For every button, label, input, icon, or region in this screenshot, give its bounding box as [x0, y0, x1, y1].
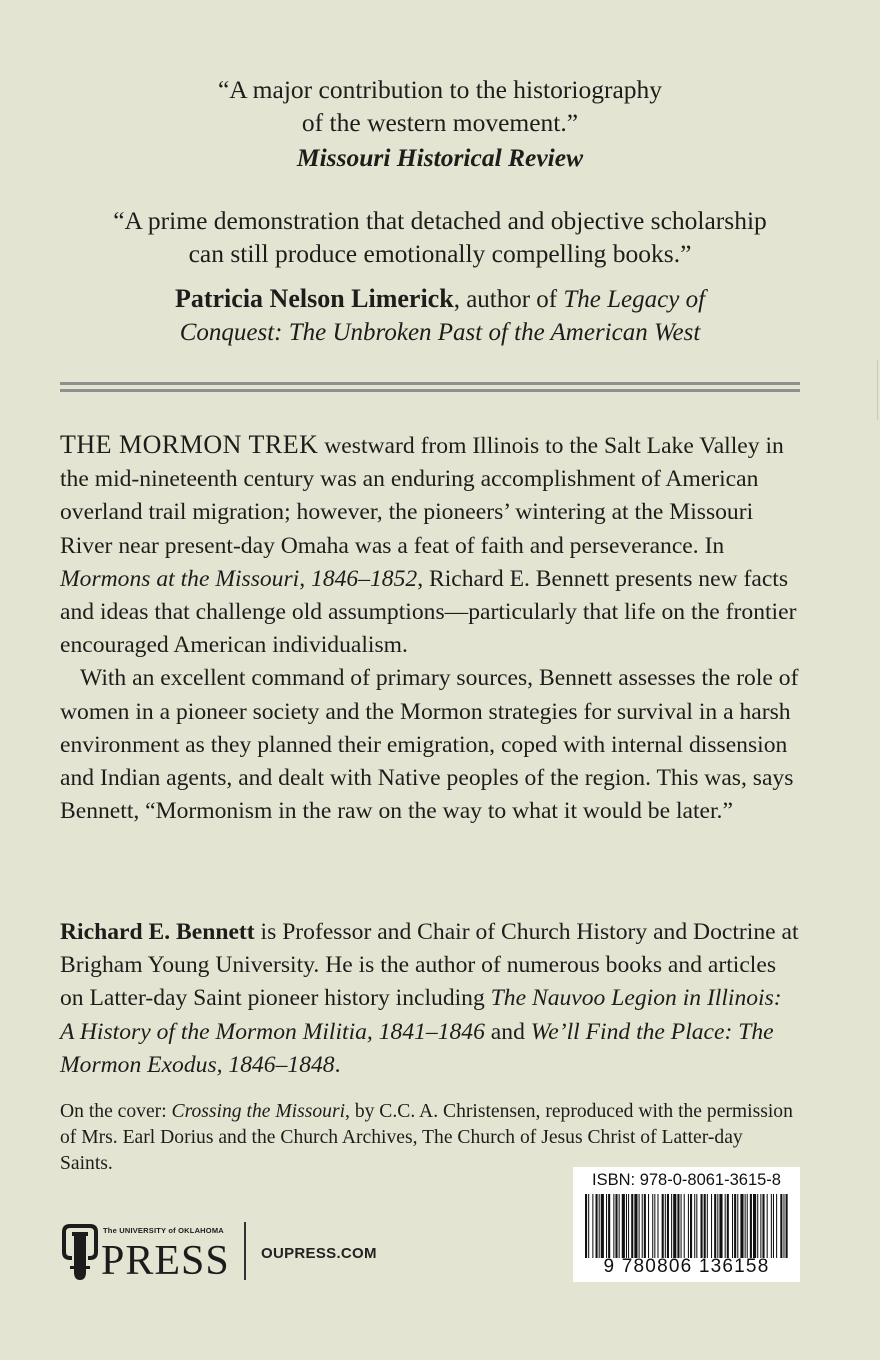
quote-1: [0, 73, 880, 174]
quote-2-line-2: can still produce emotionally compelling books.”: [188, 239, 692, 268]
quote-1-line-1: “A major contribution to the historiography: [217, 75, 663, 104]
description-paragraph-2: With an excellent command of primary sources, Bennett assesses the role of women in a pioneer society and the Mormon strategies for survival in a harsh environment as they planned their emigration, coped with internal dissension and Indian agents, and dealt with Native peoples of the region. This was, says Bennett, “Mormonism in the raw on the way to what it would be later.”: [60, 665, 799, 825]
description-p1-text-b: , Richard E. Bennett presents new facts and ideas that challenge old assumptions—particularly that life on the frontier encouraged American individualism.: [60, 565, 797, 659]
description-book-title: Mormons at the Missouri, 1846–1852: [60, 565, 418, 592]
description-lead: THE MORMON TREK: [60, 430, 319, 459]
divider-rule-bottom: [60, 389, 800, 392]
university-name: The UNIVERSITY of OKLAHOMA: [103, 1226, 224, 1235]
author-book-1: The Nauvoo Legion in Illinois: A History of the Mormon Militia, 1841–1846: [60, 985, 782, 1045]
quote-2-line-1: “A prime demonstration that detached and objective scholarship: [113, 206, 767, 235]
cover-credit-title: Crossing the Missouri: [171, 1101, 346, 1122]
cover-credit: [60, 1099, 800, 1177]
cover-credit-rest: , by C.C. A. Christensen, reproduced with the permission of Mrs. Earl Dorius and the Church Archives, The Church of Jesus Christ of Latter-day Saints.: [60, 1101, 793, 1174]
logo-divider: [244, 1222, 246, 1280]
press-wordmark: PRESS: [101, 1238, 230, 1284]
publisher-website: OUPRESS.COM: [261, 1245, 377, 1262]
page-edge-line: [877, 360, 878, 420]
author-bio: [60, 916, 800, 1082]
author-bio-text-b: and: [484, 1018, 531, 1045]
book-description: [60, 428, 800, 828]
quote-2-author-suffix: , author of: [453, 286, 564, 313]
isbn-barcode-box: [573, 1167, 800, 1282]
author-bio-text-c: .: [334, 1051, 341, 1078]
quote-2-attribution: [0, 282, 880, 349]
author-bio-text-a: is Professor and Chair of Church History and Doctrine at Brigham Young University. He is the author of numerous books and articles on Latter-day Saint pioneer history including: [60, 919, 799, 1012]
isbn-digits: 9 780806 136158: [603, 1256, 770, 1277]
barcode-icon: [585, 1194, 788, 1258]
ou-logo-icon: [58, 1222, 102, 1282]
quote-1-line-2: of the western movement.”: [301, 108, 579, 137]
quote-2: [0, 204, 880, 270]
isbn-label: ISBN: 978-0-8061-3615-8: [592, 1171, 781, 1189]
author-name: Richard E. Bennett: [60, 919, 255, 945]
description-paragraph-1: [60, 428, 800, 662]
cover-credit-prefix: On the cover:: [60, 1101, 172, 1122]
description-p1-text-a: westward from Illinois to the Salt Lake Valley in the mid-nineteenth century was an enduring accomplishment of American overland trail migration; however, the pioneers’ wintering at the Missouri River near present-day Omaha was a feat of faith and perseverance. In: [60, 433, 784, 559]
quote-2-title-line-2: Conquest: The Unbroken Past of the American West: [179, 319, 701, 346]
quote-2-author: Patricia Nelson Limerick: [174, 284, 454, 313]
quote-1-source: Missouri Historical Review: [296, 143, 584, 172]
divider-rule-top: [60, 382, 800, 385]
author-book-2: We’ll Find the Place: The Mormon Exodus, 1846–1848: [60, 1018, 774, 1078]
quote-2-title-line-1: The Legacy of: [563, 286, 706, 313]
